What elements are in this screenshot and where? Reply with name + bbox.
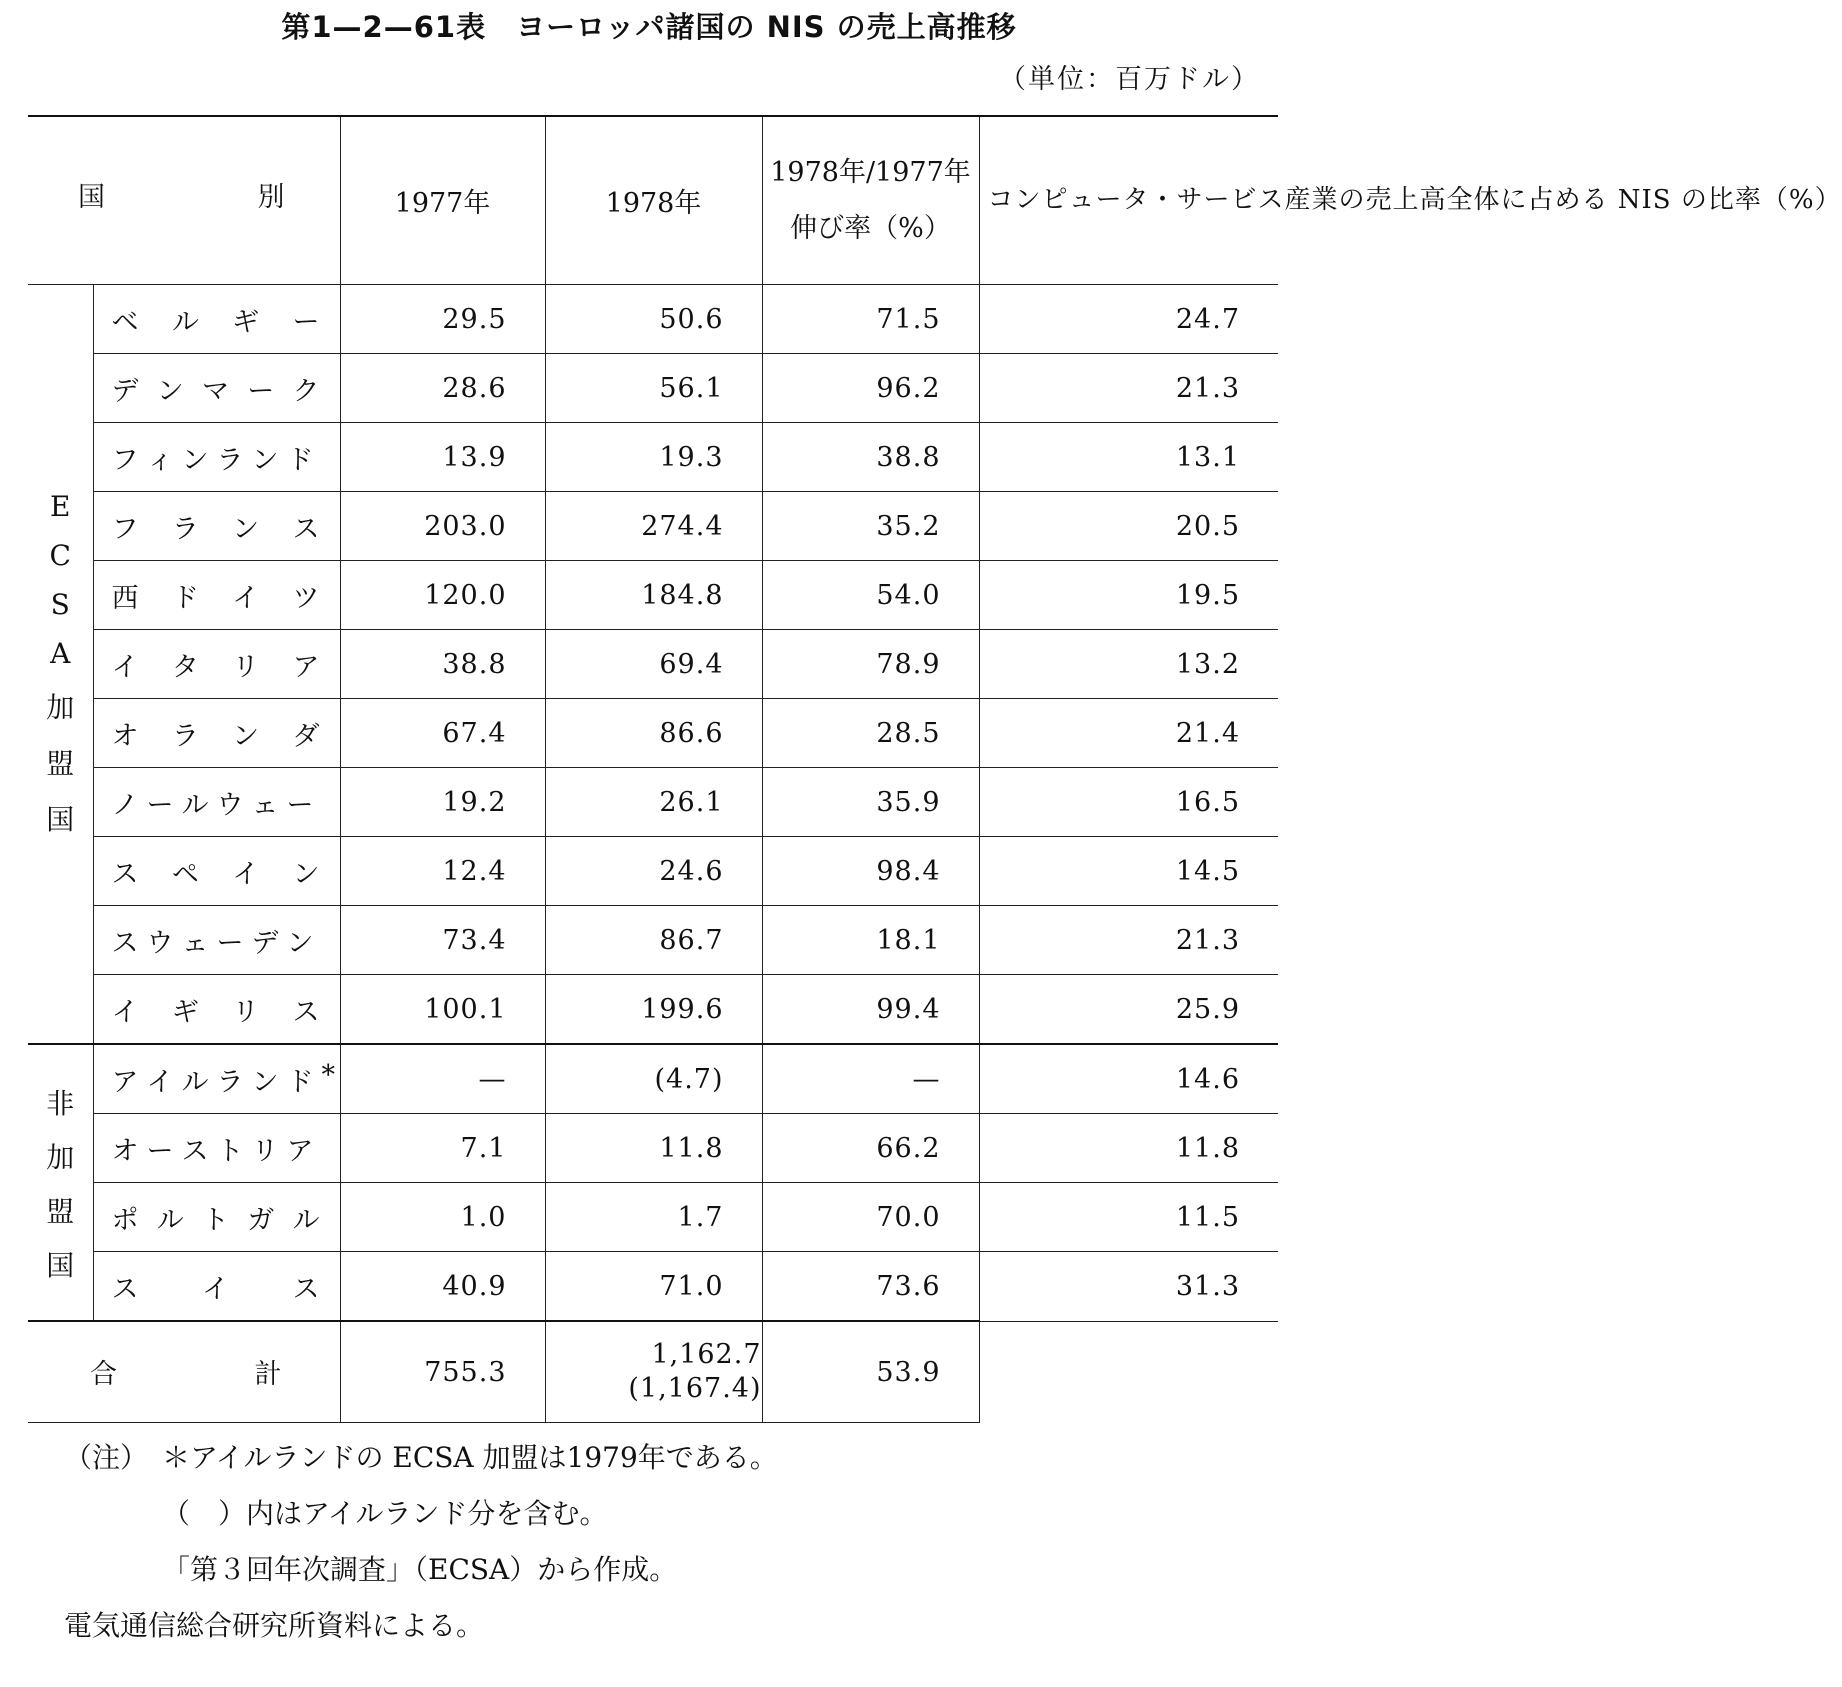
country-name-spaced: ベ ル ギ ー	[111, 306, 322, 338]
group-non-char: 加	[46, 1140, 75, 1174]
value-1977: 28.6	[340, 354, 545, 423]
value-1978: 274.4	[545, 492, 762, 561]
group-ecsa-char: E	[50, 490, 71, 523]
value-1977: 100.1	[340, 975, 545, 1045]
value-1978: (4.7)	[545, 1044, 762, 1114]
value-growth: 71.5	[762, 285, 979, 354]
country-name-spaced: ス ペ イ ン	[111, 858, 322, 890]
note-3: 「第３回年次調査」（ECSA）から作成。	[64, 1553, 678, 1586]
value-growth: 18.1	[762, 906, 979, 975]
value-share: 25.9	[979, 975, 1278, 1045]
value-growth: 99.4	[762, 975, 979, 1045]
notes	[64, 1430, 1264, 1654]
value-share: 14.5	[979, 837, 1278, 906]
country-name-spaced: ポ ル ト ガ ル	[111, 1204, 322, 1236]
value-1977: 13.9	[340, 423, 545, 492]
total-share-empty	[979, 1321, 1278, 1423]
total-label	[28, 1321, 340, 1423]
country-name	[93, 423, 340, 492]
table-row	[28, 975, 1278, 1045]
table-row	[28, 423, 1278, 492]
value-share: 21.3	[979, 906, 1278, 975]
value-1978: 86.7	[545, 906, 762, 975]
country-name-spaced: ス ウ ェ ー デ ン	[111, 927, 316, 959]
country-name	[93, 630, 340, 699]
value-share: 16.5	[979, 768, 1278, 837]
value-1978: 56.1	[545, 354, 762, 423]
header-growth-line1: 1978年/1977年	[770, 156, 971, 188]
country-name-spaced: 西 ド イ ツ	[111, 582, 322, 614]
total-row	[28, 1321, 1278, 1423]
country-name	[93, 354, 340, 423]
header-1978: 1978年	[545, 116, 762, 285]
country-name	[93, 906, 340, 975]
value-1978: 86.6	[545, 699, 762, 768]
group-ecsa-char: A	[50, 637, 71, 670]
sales-table	[28, 115, 1842, 1423]
total-1978-incl-ireland: (1,167.4)	[628, 1373, 762, 1404]
value-share: 31.3	[979, 1252, 1278, 1322]
note-2: （ ）内はアイルランド分を含む。	[64, 1497, 608, 1530]
value-1977: 73.4	[340, 906, 545, 975]
country-name-spaced: フ ラ ン ス	[111, 513, 322, 545]
value-growth: 54.0	[762, 561, 979, 630]
total-1978-value: 1,162.7	[651, 1339, 762, 1370]
table-row	[28, 699, 1278, 768]
group-ecsa-char: C	[49, 539, 71, 572]
value-1978: 50.6	[545, 285, 762, 354]
country-name-spaced: オ ー ス ト リ ア	[111, 1135, 316, 1167]
total-1978	[545, 1321, 762, 1423]
country-name	[93, 492, 340, 561]
value-1978: 26.1	[545, 768, 762, 837]
total-1977: 755.3	[340, 1321, 545, 1423]
table-row	[28, 768, 1278, 837]
value-growth: 35.9	[762, 768, 979, 837]
value-growth: 38.8	[762, 423, 979, 492]
table-row	[28, 1114, 1278, 1183]
header-country	[28, 116, 340, 285]
value-share: 11.5	[979, 1183, 1278, 1252]
header-1977: 1977年	[340, 116, 545, 285]
value-share: 13.1	[979, 423, 1278, 492]
table-row	[28, 561, 1278, 630]
value-1977: 7.1	[340, 1114, 545, 1183]
header-growth	[762, 116, 979, 285]
value-growth: —	[762, 1044, 979, 1114]
value-share: 13.2	[979, 630, 1278, 699]
header-row	[28, 116, 1278, 285]
group-ecsa	[28, 285, 93, 1045]
value-share: 19.5	[979, 561, 1278, 630]
table-row	[28, 492, 1278, 561]
country-name	[93, 285, 340, 354]
total-label-char-2: 計	[254, 1359, 282, 1390]
value-share: 21.3	[979, 354, 1278, 423]
value-1977: 40.9	[340, 1252, 545, 1322]
country-name	[93, 1114, 340, 1183]
country-name	[93, 1183, 340, 1252]
value-1978: 19.3	[545, 423, 762, 492]
country-name-spaced: ノ ー ル ウ ェ ー	[111, 789, 316, 821]
value-1978: 1.7	[545, 1183, 762, 1252]
value-1977: 1.0	[340, 1183, 545, 1252]
value-1977: 12.4	[340, 837, 545, 906]
value-1977: 19.2	[340, 768, 545, 837]
value-1977: 29.5	[340, 285, 545, 354]
value-share: 20.5	[979, 492, 1278, 561]
country-name-spaced: ア イ ル ラ ン ド *	[111, 1059, 337, 1098]
country-name	[93, 975, 340, 1045]
total-growth: 53.9	[762, 1321, 979, 1423]
table-row	[28, 906, 1278, 975]
value-growth: 28.5	[762, 699, 979, 768]
value-growth: 73.6	[762, 1252, 979, 1322]
country-name	[93, 699, 340, 768]
header-growth-line2: 伸び率（%）	[790, 212, 951, 244]
table-title: 第1—2—61表 ヨーロッパ諸国の NIS の売上高推移	[281, 10, 1017, 44]
group-ecsa-char: 加	[46, 691, 75, 724]
value-1978: 71.0	[545, 1252, 762, 1322]
group-non-char: 国	[46, 1248, 75, 1282]
total-label-char-1: 合	[90, 1359, 117, 1390]
value-growth: 70.0	[762, 1183, 979, 1252]
note-1: （注） ＊アイルランドの ECSA 加盟は1979年である。	[64, 1441, 778, 1474]
group-non-char: 盟	[46, 1194, 75, 1228]
value-1977: —	[340, 1044, 545, 1114]
value-share: 24.7	[979, 285, 1278, 354]
note-source: 電気通信総合研究所資料による。	[64, 1609, 485, 1642]
table-row	[28, 285, 1278, 354]
header-country-char-1: 国	[78, 182, 105, 213]
country-name	[93, 837, 340, 906]
value-1978: 11.8	[545, 1114, 762, 1183]
country-name	[93, 561, 340, 630]
value-1978: 199.6	[545, 975, 762, 1045]
value-growth: 98.4	[762, 837, 979, 906]
table-row	[28, 1183, 1278, 1252]
header-share: コンピュータ・サービス産業の売上高全体に占める NIS の比率（%）	[979, 116, 1278, 285]
country-name-spaced: デ ン マ ー ク	[111, 375, 322, 407]
table-row	[28, 354, 1278, 423]
country-name-spaced: ス イ ス	[111, 1273, 322, 1305]
value-1978: 69.4	[545, 630, 762, 699]
unit-label: （単位：百万ドル）	[999, 64, 1260, 95]
value-growth: 66.2	[762, 1114, 979, 1183]
table-row	[28, 1044, 1278, 1114]
table-row	[28, 837, 1278, 906]
group-non-char: 非	[46, 1086, 75, 1120]
value-share: 21.4	[979, 699, 1278, 768]
country-name-spaced: イ タ リ ア	[111, 651, 322, 683]
country-name-spaced: オ ラ ン ダ	[111, 720, 322, 752]
value-1977: 120.0	[340, 561, 545, 630]
value-1978: 24.6	[545, 837, 762, 906]
group-ecsa-char: S	[50, 588, 70, 621]
country-name	[93, 1044, 340, 1114]
value-1977: 67.4	[340, 699, 545, 768]
value-share: 14.6	[979, 1044, 1278, 1114]
value-1978: 184.8	[545, 561, 762, 630]
country-name	[93, 768, 340, 837]
country-name-spaced: イ ギ リ ス	[111, 996, 322, 1028]
group-ecsa-char: 盟	[46, 747, 75, 780]
value-share: 11.8	[979, 1114, 1278, 1183]
table-row	[28, 630, 1278, 699]
value-growth: 96.2	[762, 354, 979, 423]
country-name-spaced: フ ィ ン ラ ン ド	[111, 444, 316, 476]
value-growth: 78.9	[762, 630, 979, 699]
header-country-char-2: 別	[257, 182, 285, 213]
value-1977: 38.8	[340, 630, 545, 699]
table-row	[28, 1252, 1278, 1322]
country-name	[93, 1252, 340, 1322]
group-ecsa-char: 国	[46, 803, 75, 836]
value-1977: 203.0	[340, 492, 545, 561]
group-non-member	[28, 1044, 93, 1321]
value-growth: 35.2	[762, 492, 979, 561]
